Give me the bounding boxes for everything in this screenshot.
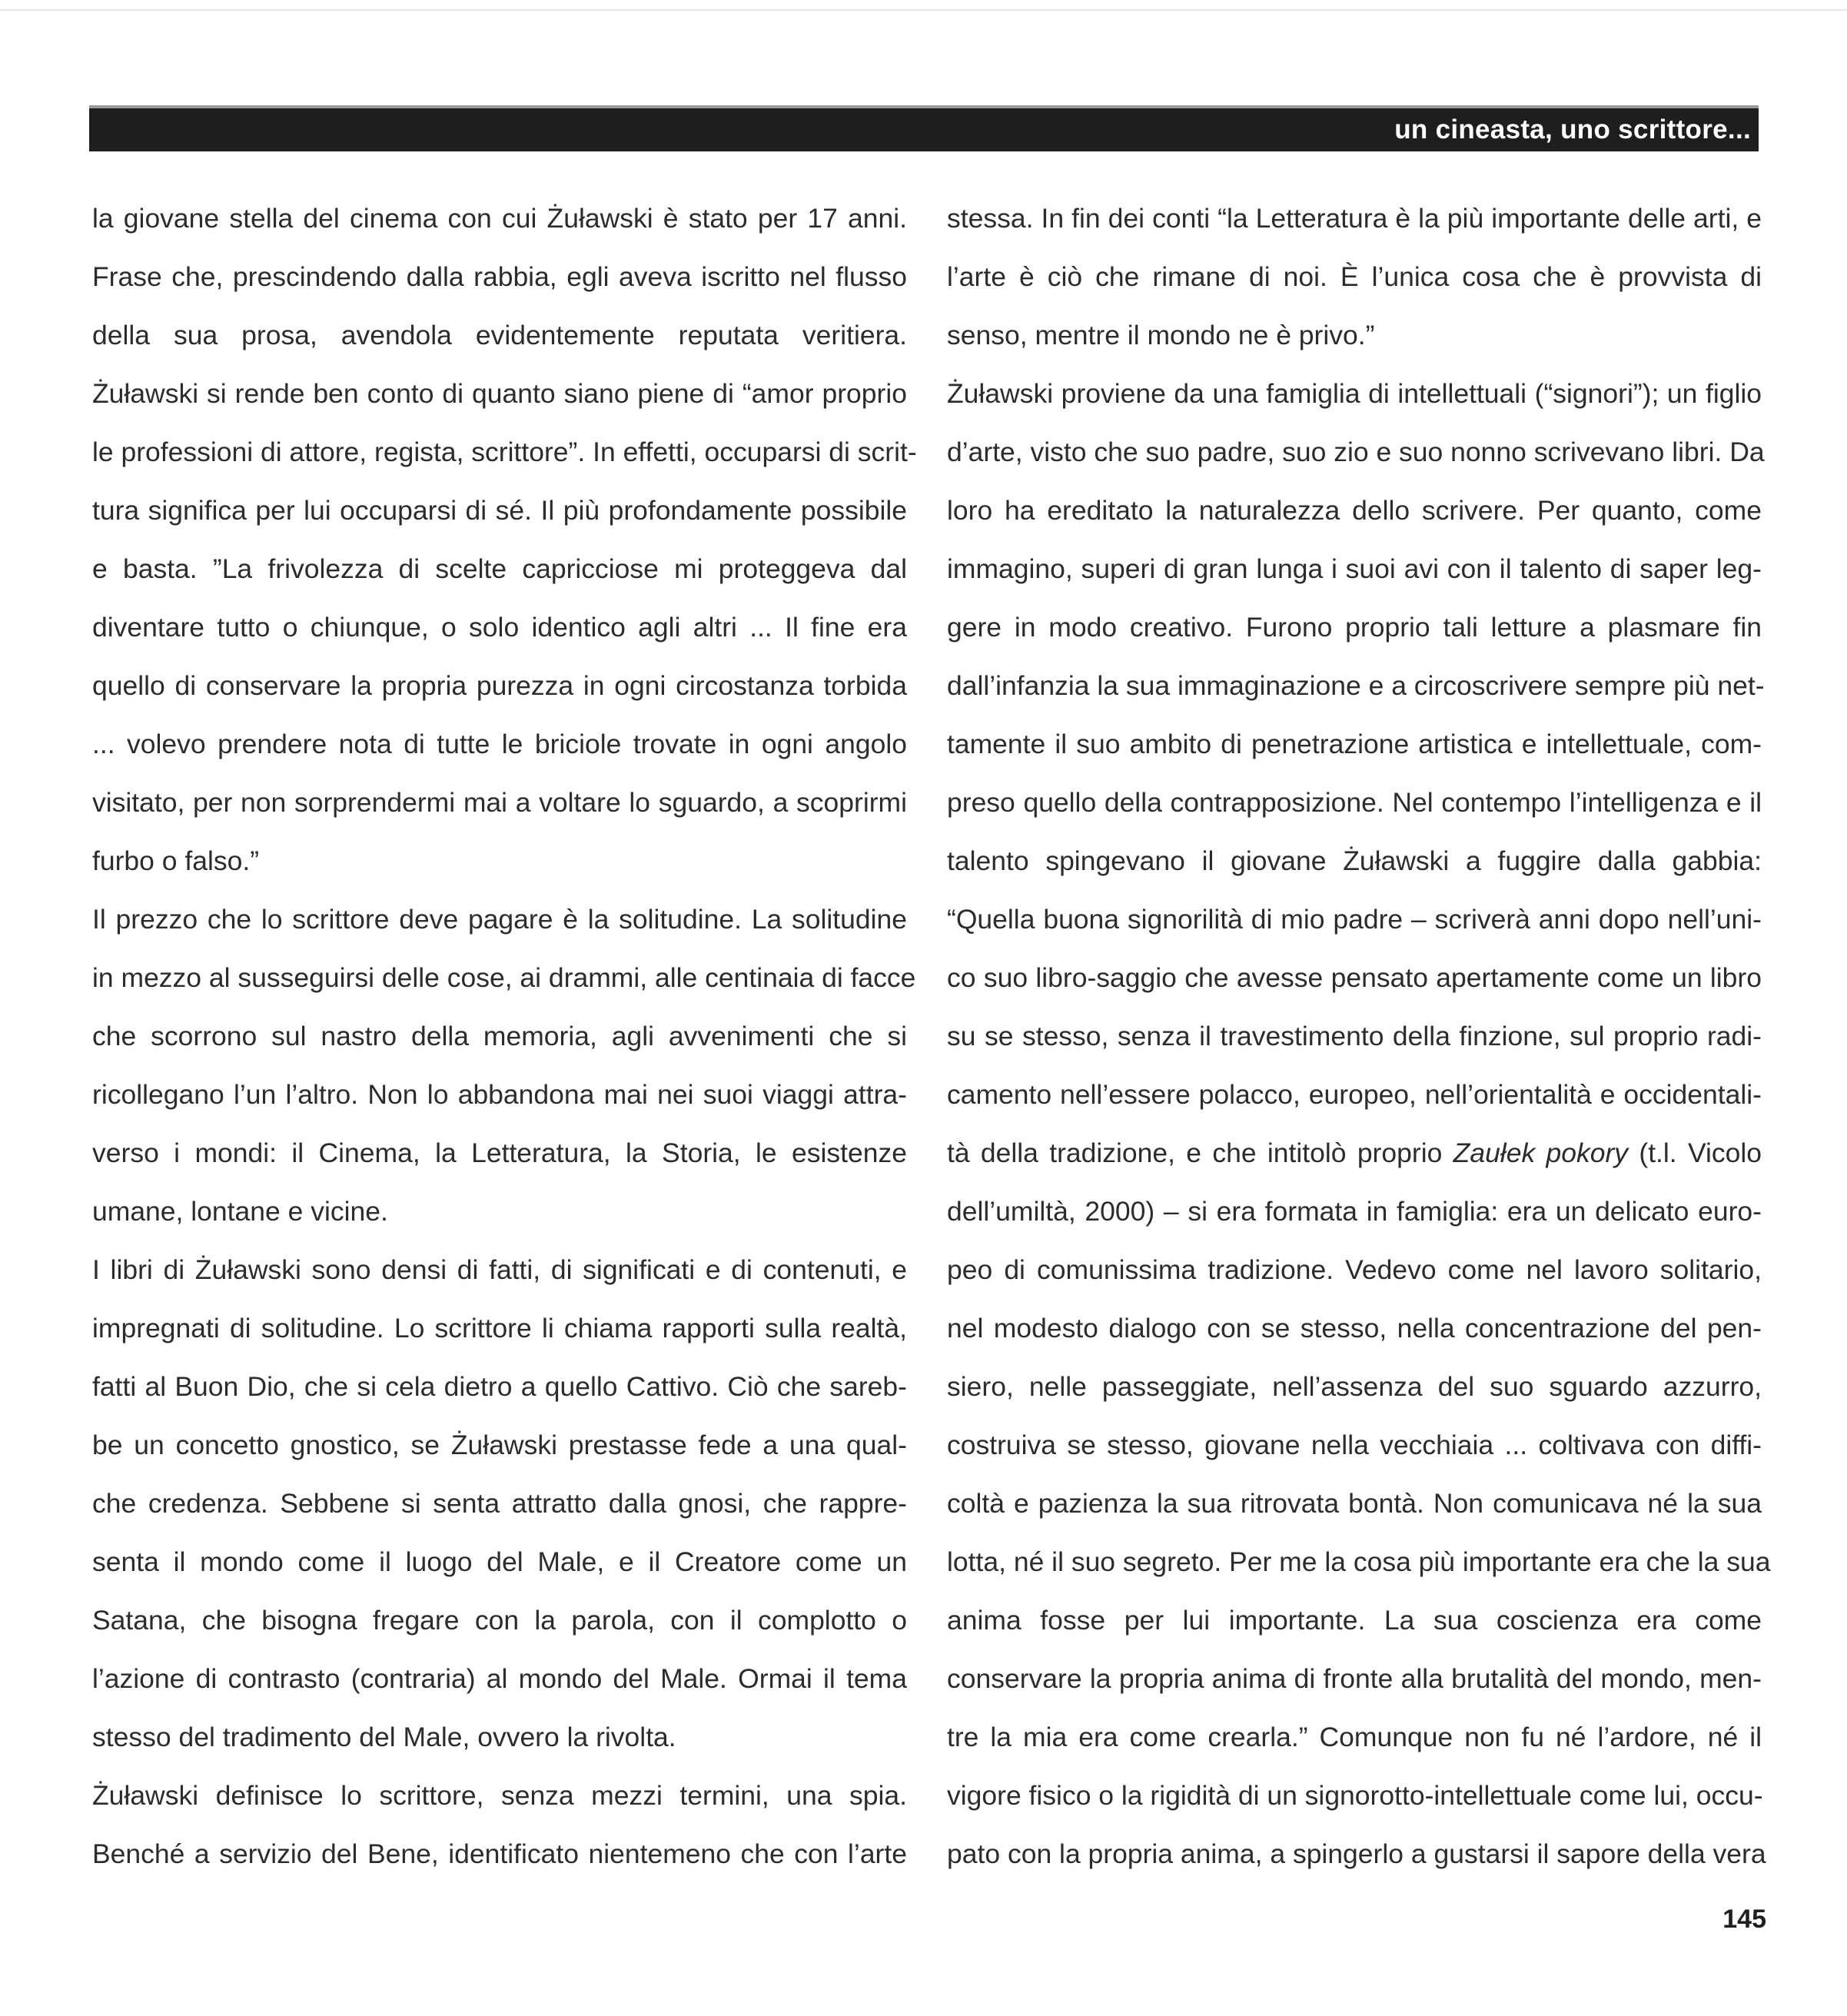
text-line: loro ha ereditato la naturalezza dello scrivere. Per quanto, come xyxy=(947,495,1762,526)
text-line: senso, mentre il mondo ne è privo.” xyxy=(947,320,1375,350)
left-text-column xyxy=(92,189,917,1883)
text-line: Benché a servizio del Bene, identificato nientemeno che con l’arte xyxy=(92,1838,907,1869)
text-line: stesso del tradimento del Male, ovvero la rivolta. xyxy=(92,1722,676,1752)
text-line: Il prezzo che lo scrittore deve pagare è la solitudine. La solitudine xyxy=(92,904,907,935)
text-line: fatti al Buon Dio, che si cela dietro a quello Cattivo. Ciò che sareb- xyxy=(92,1371,907,1402)
text-line: diventare tutto o chiunque, o solo identico agli altri ... Il fine era xyxy=(92,612,907,643)
text-line: senta il mondo come il luogo del Male, e il Creatore come un xyxy=(92,1546,907,1577)
text-line: verso i mondi: il Cinema, la Letteratura, la Storia, le esistenze xyxy=(92,1138,907,1168)
text-line: tamente il suo ambito di penetrazione artistica e intellettuale, com- xyxy=(947,729,1762,759)
text-line: furbo o falso.” xyxy=(92,845,260,876)
text-line: preso quello della contrapposizione. Nel contempo l’intelligenza e il xyxy=(947,787,1762,818)
text-line: visitato, per non sorprendermi mai a voltare lo sguardo, a scoprirmi xyxy=(92,787,907,818)
text-line: la giovane stella del cinema con cui Żuławski è stato per 17 anni. xyxy=(92,203,907,234)
text-line: anima fosse per lui importante. La sua coscienza era come xyxy=(947,1605,1762,1636)
text-line: immagino, superi di gran lunga i suoi avi con il talento di saper leg- xyxy=(947,553,1762,584)
text-line: d’arte, visto che suo padre, suo zio e suo nonno scrivevano libri. Da xyxy=(947,437,1765,467)
text-line: nel modesto dialogo con se stesso, nella concentrazione del pen- xyxy=(947,1313,1762,1343)
text-line: Żuławski proviene da una famiglia di intellettuali (“signori”); un figlio xyxy=(947,378,1762,409)
text-line: siero, nelle passeggiate, nell’assenza del suo sguardo azzurro, xyxy=(947,1371,1762,1402)
text-line: della sua prosa, avendola evidentemente reputata veritiera. xyxy=(92,320,907,350)
text-line: tre la mia era come crearla.” Comunque non fu né l’ardore, né il xyxy=(947,1722,1762,1752)
text-line: coltà e pazienza la sua ritrovata bontà. Non comunicava né la sua xyxy=(947,1488,1762,1519)
text-line: Żuławski si rende ben conto di quanto siano piene di “amor proprio xyxy=(92,378,907,409)
right-text-column xyxy=(947,189,1771,1883)
text-line-with-title xyxy=(947,1124,1762,1182)
text-line: camento nell’essere polacco, europeo, nell’orientalità e occidentali- xyxy=(947,1079,1762,1110)
text-line: l’arte è ciò che rimane di noi. È l’unica cosa che è provvista di xyxy=(947,261,1762,292)
text-line: peo di comunissima tradizione. Vedevo come nel lavoro solitario, xyxy=(947,1254,1762,1285)
text-line: Żuławski definisce lo scrittore, senza mezzi termini, una spia. xyxy=(92,1780,907,1811)
text-line: che credenza. Sebbene si senta attratto dalla gnosi, che rappre- xyxy=(92,1488,907,1519)
text-line: costruiva se stesso, giovane nella vecchiaia ... coltivava con diffi- xyxy=(947,1430,1762,1460)
text-line: co suo libro-saggio che avesse pensato apertamente come un libro xyxy=(947,962,1762,993)
text-line: ... volevo prendere nota di tutte le briciole trovate in ogni angolo xyxy=(92,729,907,759)
text-line: talento spingevano il giovane Żuławski a fuggire dalla gabbia: xyxy=(947,845,1762,876)
running-header-title: un cineasta, uno scrittore... xyxy=(1394,115,1751,144)
text-line: Frase che, prescindendo dalla rabbia, egli aveva iscritto nel flusso xyxy=(92,261,907,292)
text-line: in mezzo al susseguirsi delle cose, ai drammi, alle centinaia di facce xyxy=(92,962,916,993)
text-line: l’azione di contrasto (contraria) al mondo del Male. Ormai il tema xyxy=(92,1663,907,1694)
text-line: umane, lontane e vicine. xyxy=(92,1196,388,1227)
text-line: pato con la propria anima, a spingerlo a gustarsi il sapore della vera xyxy=(947,1838,1766,1869)
text-line: e basta. ”La frivolezza di scelte capricciose mi proteggeva dal xyxy=(92,553,907,584)
top-edge-rule xyxy=(0,9,1847,11)
text-line: conservare la propria anima di fronte alla brutalità del mondo, men- xyxy=(947,1663,1762,1694)
text-line: su se stesso, senza il travestimento della finzione, sul proprio radi- xyxy=(947,1021,1762,1051)
text-line: Satana, che bisogna fregare con la parola, con il complotto o xyxy=(92,1605,907,1636)
text-line: ricollegano l’un l’altro. Non lo abbandona mai nei suoi viaggi attra- xyxy=(92,1079,907,1110)
text-line: impregnati di solitudine. Lo scrittore li chiama rapporti sulla realtà, xyxy=(92,1313,907,1343)
page-number: 145 xyxy=(1722,1905,1766,1934)
text-line: be un concetto gnostico, se Żuławski prestasse fede a una qual- xyxy=(92,1430,907,1460)
text-line-segment: (t.l. Vicolo xyxy=(1628,1138,1762,1168)
text-line: vigore fisico o la rigidità di un signorotto-intellettuale come lui, occu- xyxy=(947,1780,1763,1811)
text-line: tura significa per lui occuparsi di sé. Il più profondamente possibile xyxy=(92,495,907,526)
text-line: le professioni di attore, regista, scrittore”. In effetti, occuparsi di scrit- xyxy=(92,437,917,467)
text-line: quello di conservare la propria purezza in ogni circostanza torbida xyxy=(92,670,907,701)
text-line: gere in modo creativo. Furono proprio tali letture a plasmare fin xyxy=(947,612,1762,643)
running-header-bar xyxy=(89,105,1759,151)
text-line: I libri di Żuławski sono densi di fatti, di significati e di contenuti, e xyxy=(92,1254,907,1285)
text-line: che scorrono sul nastro della memoria, agli avvenimenti che si xyxy=(92,1021,907,1051)
text-line: lotta, né il suo segreto. Per me la cosa più importante era che la sua xyxy=(947,1546,1771,1577)
text-line: dall’infanzia la sua immaginazione e a circoscrivere sempre più net- xyxy=(947,670,1765,701)
text-line: dell’umiltà, 2000) – si era formata in famiglia: era un delicato euro- xyxy=(947,1196,1762,1227)
text-line-segment: tà della tradizione, e che intitolò proprio xyxy=(947,1138,1453,1168)
book-title-italic: Zaułek pokory xyxy=(1453,1138,1629,1168)
text-line: “Quella buona signorilità di mio padre – scriverà anni dopo nell’uni- xyxy=(947,904,1762,935)
text-line: stessa. In fin dei conti “la Letteratura è la più importante delle arti, e xyxy=(947,203,1762,234)
